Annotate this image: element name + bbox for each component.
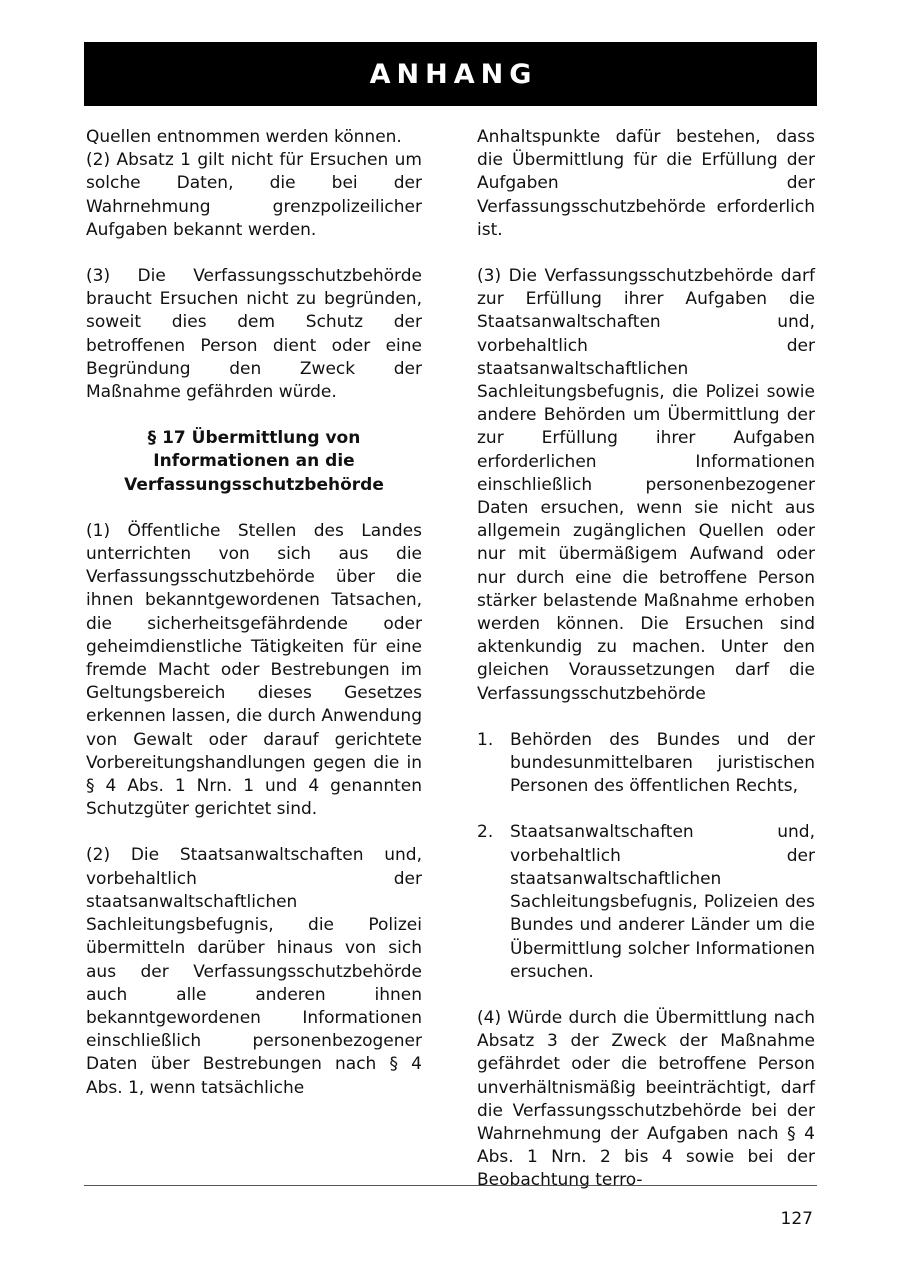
list-item-number: 2.	[477, 822, 494, 843]
page-title: ANHANG	[369, 58, 538, 90]
numbered-list	[477, 729, 815, 984]
list-item-text: Behörden des Bundes und der bundesunmittelbaren juristischen Personen des öffentlichen Rechts,	[510, 729, 815, 797]
section-heading-line: Verfassungsschutzbehörde	[124, 474, 384, 495]
paragraph-17-3: (3) Die Verfassungsschutzbehörde darf zur Erfüllung ihrer Aufgaben die Staatsanwaltschaften und, vorbehaltlich der staatsanwaltschaftlichen Sachleitungsbefugnis, die Polizei sowie andere Behörden um Übermittlung der zur Erfüllung ihrer Aufgaben erforderlichen Informationen einschließlich personenbezogener Daten ersuchen, wenn sie nicht aus allgemein zugänglichen Quellen oder nur mit übermäßigem Aufwand oder nur durch eine die betroffene Person stärker belastende Maßnahme erhoben werden können. Die Ersuchen sind aktenkundig zu machen. Unter den gleichen Voraussetzungen darf die Verfassungsschutzbehörde	[477, 266, 815, 704]
footer-divider	[84, 1185, 817, 1186]
page-number: 127	[780, 1209, 813, 1229]
section-heading-line: § 17 Übermittlung von	[147, 428, 361, 449]
list-item-number: 1.	[477, 729, 494, 750]
list-item-text: Staatsanwaltschaften und, vorbehaltlich der staatsanwaltschaftlichen Sachleitungsbefugnis, Polizeien des Bundes und anderer Länder um die Übermittlung solcher Informationen ersuchen.	[510, 822, 815, 982]
paragraph-17-2-continuation: Anhaltspunkte dafür bestehen, dass die Übermittlung für die Erfüllung der Aufgaben der Verfassungsschutzbehörde erforderlich ist.	[477, 127, 815, 240]
list-item	[477, 821, 815, 983]
paragraph-16-2: (2) Absatz 1 gilt nicht für Ersuchen um solche Daten, die bei der Wahrnehmung grenzpolizeilicher Aufgaben bekannt werden.	[86, 150, 422, 240]
list-item	[477, 729, 815, 799]
paragraph-17-4: (4) Würde durch die Übermittlung nach Absatz 3 der Zweck der Maßnahme gefährdet oder die betroffene Person unverhältnismäßig beeinträchtigt, darf die Verfassungsschutzbehörde bei der Wahrnehmung der Aufgaben nach § 4 Abs. 1 Nrn. 2 bis 4 sowie bei der Beobachtung terro-	[477, 1007, 815, 1191]
paragraph-16-3: (3) Die Verfassungsschutzbehörde braucht Ersuchen nicht zu begründen, soweit dies dem Schutz der betroffenen Person dient oder eine Begründung den Zweck der Maßnahme gefährden würde.	[86, 266, 422, 403]
section-heading-line: Informationen an die	[153, 451, 355, 472]
right-column	[477, 126, 815, 1193]
paragraph-continuation: Quellen entnommen werden können.	[86, 127, 402, 147]
paragraph-17-1: (1) Öffentliche Stellen des Landes unterrichten von sich aus die Verfassungsschutzbehörde über die ihnen bekanntgewordenen Tatsachen, die sicherheitsgefährdende oder geheimdienstliche Tätigkeiten für eine fremde Macht oder Bestrebungen im Geltungsbereich dieses Gesetzes erkennen lassen, die durch Anwendung von Gewalt oder darauf gerichtete Vorbereitungshandlungen gegen die in § 4 Abs. 1 Nrn. 1 und 4 genannten Schutzgüter gerichtet sind.	[86, 520, 422, 820]
section-heading-17	[86, 427, 422, 497]
header-bar	[84, 42, 817, 106]
left-column	[86, 126, 422, 1100]
paragraph-17-2: (2) Die Staatsanwaltschaften und, vorbehaltlich der staatsanwaltschaftlichen Sachleitungsbefugnis, die Polizei übermitteln darüber hinaus von sich aus der Verfassungsschutzbehörde auch alle anderen ihnen bekanntgewordenen Informationen einschließlich personenbezogener Daten über Bestrebungen nach § 4 Abs. 1, wenn tatsächliche	[86, 845, 422, 1098]
